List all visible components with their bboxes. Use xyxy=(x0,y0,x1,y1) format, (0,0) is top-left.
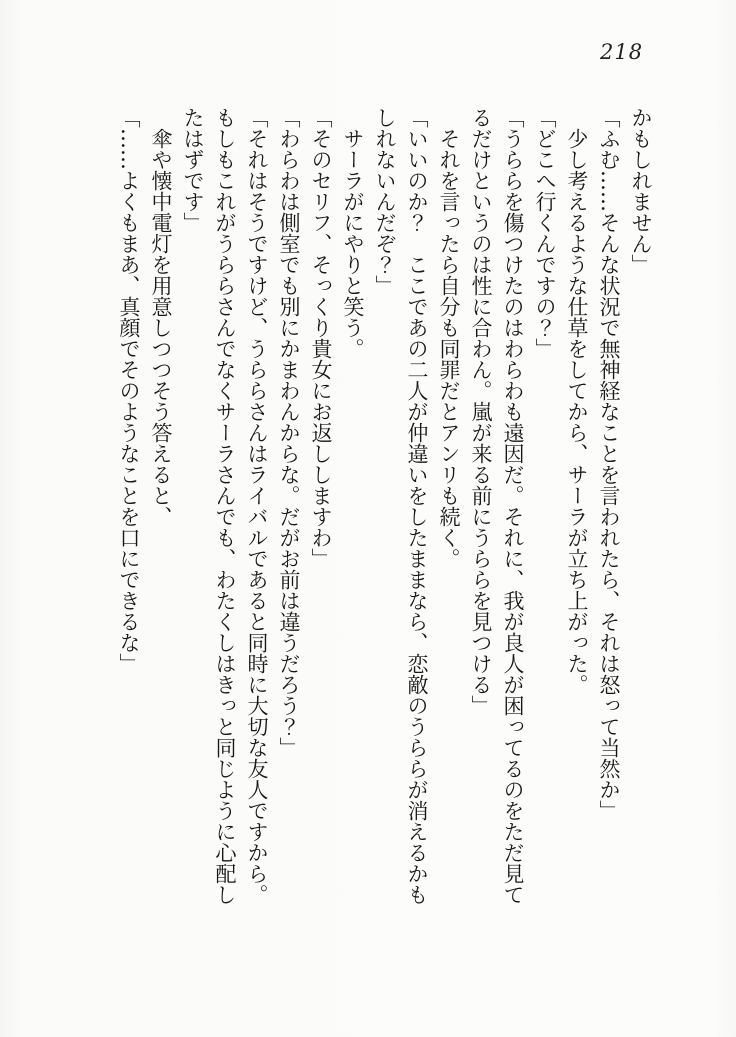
text-line: 「わらわは側室でも別にかまわんからな。だがお前は違うだろう？」 xyxy=(277,107,301,758)
text-line: 「……よくもまあ、真顔でそのようなことを口にできるな」 xyxy=(117,107,141,674)
text-line: たはずです」 xyxy=(181,107,205,233)
text-line: 「それはそうですけど、うららさんはライバルであると同時に大切な友人ですから。 xyxy=(245,107,269,905)
text-line: しれないんだぞ？」 xyxy=(373,107,397,296)
text-line: かもしれません」 xyxy=(629,107,653,275)
text-line: サーラがにやりと笑う。 xyxy=(341,128,365,359)
text-line: 「どこへ行くんですの？」 xyxy=(533,107,557,359)
page-number: 218 xyxy=(600,40,644,64)
text-line: 「そのセリフ、そっくり貴女にお返ししますわ」 xyxy=(309,107,333,569)
text-line: 「ふむ……そんな状況で無神経なことを言われたら、それは怒って当然か」 xyxy=(597,107,621,821)
text-line: 少し考えるような仕草をしてから、サーラが立ち上がった。 xyxy=(565,128,589,695)
text-line: るだけというのは性に合わん。嵐が来る前にうららを見つける」 xyxy=(469,107,493,716)
text-line: もしもこれがうららさんでなくサーラさんでも、わたくしはきっと同じように心配し xyxy=(213,107,237,905)
text-line: 「いいのか？ ここであの二人が仲違いをしたままなら、恋敵のうららが消えるかも xyxy=(405,107,429,905)
text-line: 傘や懐中電灯を用意しつつそう答えると、 xyxy=(149,128,173,527)
text-line: 「うららを傷つけたのはわらわも遠因だ。それに、我が良人が困ってるのをただ見て xyxy=(501,107,525,905)
vertical-text-block xyxy=(113,107,657,905)
text-line: それを言ったら自分も同罪だとアンリも続く。 xyxy=(437,128,461,569)
